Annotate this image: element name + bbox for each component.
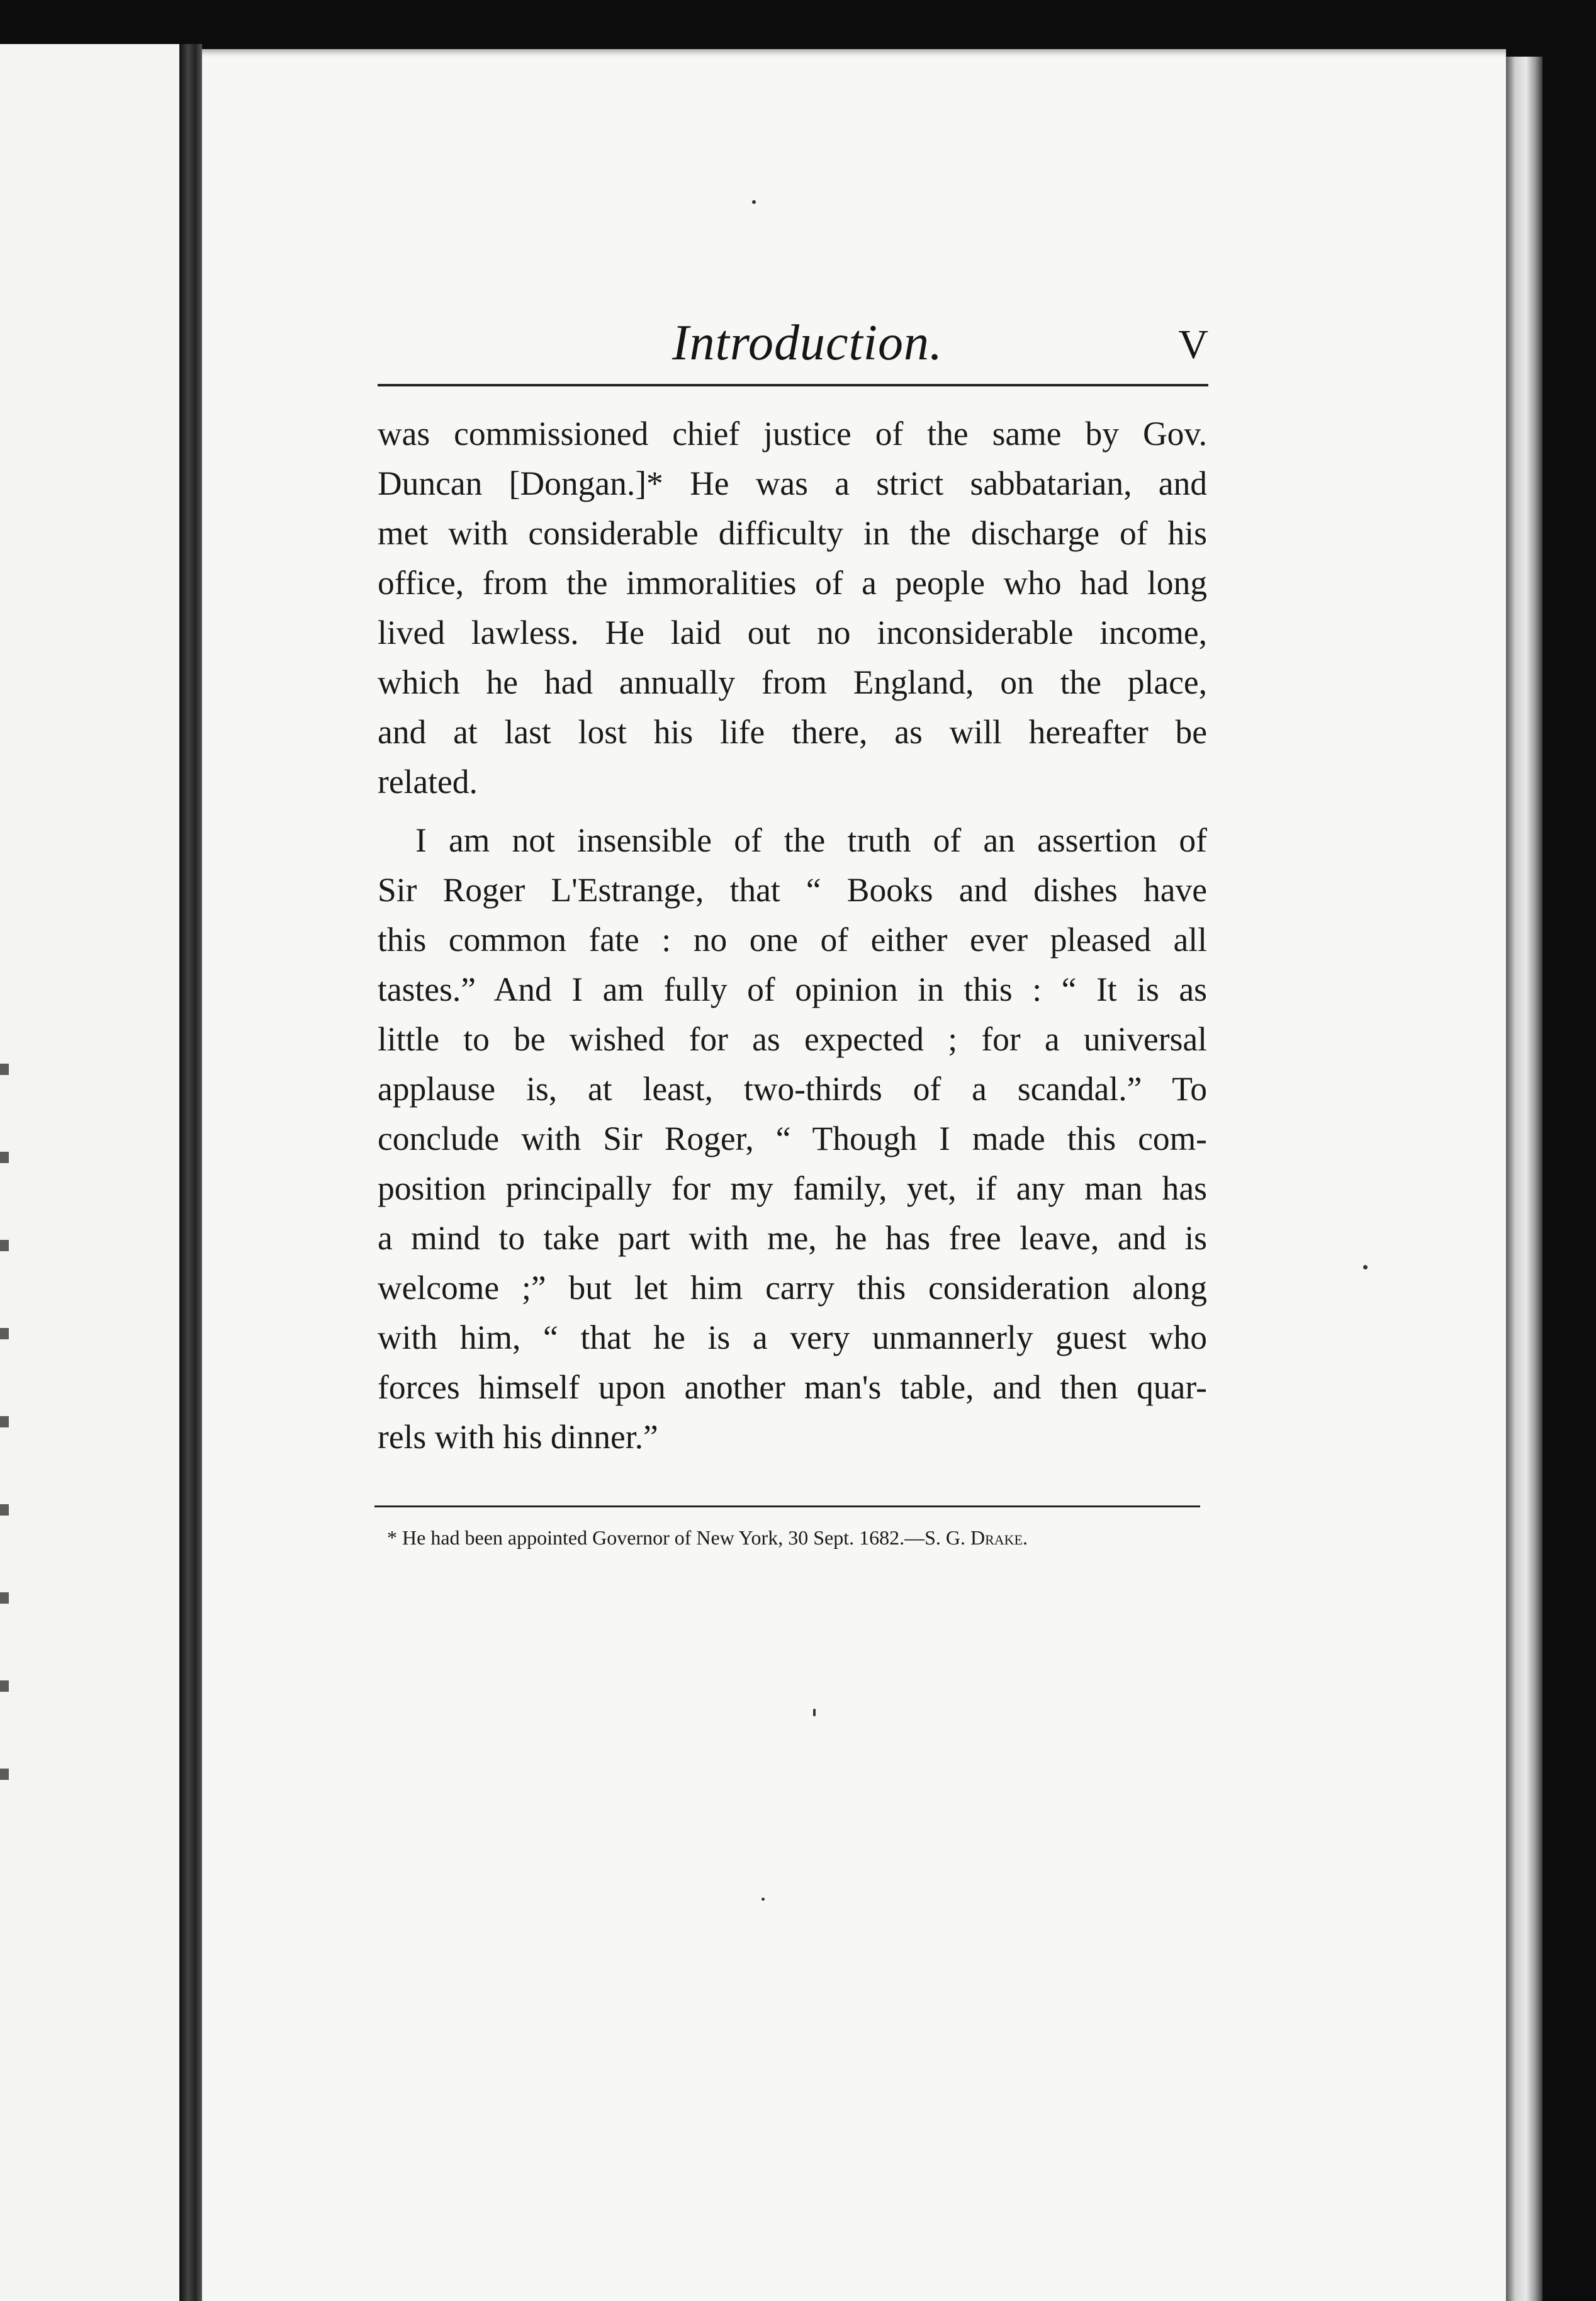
- text-line: with him, “ that he is a very unmannerly guest who: [378, 1319, 1207, 1356]
- text-line: forces himself upon another man's table, and then quar-: [378, 1368, 1207, 1406]
- scan-speck: [813, 1709, 816, 1716]
- text-line: rels with his dinner.”: [378, 1418, 658, 1456]
- text-line: office, from the immoralities of a people who had long: [378, 564, 1207, 602]
- text-line: tastes.” And I am fully of opinion in this : “ It is as: [378, 970, 1207, 1008]
- text-line: position principally for my family, yet, if any man has: [378, 1169, 1207, 1207]
- footnote-author: Drake.: [970, 1526, 1028, 1549]
- text-line: little to be wished for as expected ; for a universal: [378, 1020, 1207, 1058]
- text-line: a mind to take part with me, he has free leave, and is: [378, 1219, 1207, 1257]
- page-number: V: [1178, 322, 1208, 368]
- text-line: Sir Roger L'Estrange, that “ Books and dishes have: [378, 871, 1207, 909]
- body-text: [378, 409, 1207, 1462]
- scan-speck: [1363, 1265, 1368, 1269]
- text-line: lived lawless. He laid out no inconsiderable income,: [378, 614, 1207, 651]
- book-gutter: [179, 44, 202, 2301]
- running-head: [378, 315, 1208, 386]
- text-line: was commissioned chief justice of the same by Gov.: [378, 415, 1207, 453]
- scan-speck: [752, 200, 756, 204]
- running-title: Introduction.: [672, 315, 943, 371]
- text-line: this common fate : no one of either ever pleased all: [378, 921, 1207, 959]
- scan-background: [1543, 0, 1596, 2301]
- text-line: welcome ;” but let him carry this consideration along: [378, 1269, 1207, 1307]
- footnote-rule: [374, 1505, 1200, 1507]
- footnote: [387, 1526, 1028, 1550]
- paragraph: [378, 816, 1207, 1462]
- text-line: applause is, at least, two-thirds of a scandal.” To: [378, 1070, 1207, 1108]
- text-line: I am not insensible of the truth of an assertion of: [415, 821, 1207, 859]
- text-line: met with considerable difficulty in the discharge of his: [378, 514, 1207, 552]
- text-line: conclude with Sir Roger, “ Though I made this com-: [378, 1120, 1207, 1157]
- text-line: and at last lost his life there, as will hereafter be: [378, 713, 1207, 751]
- facing-page-text-fragments: [0, 1026, 9, 1844]
- footnote-text: * He had been appointed Governor of New York, 30 Sept. 1682.—S. G.: [387, 1526, 965, 1549]
- text-line: related.: [378, 763, 478, 801]
- paragraph: [378, 409, 1207, 807]
- facing-page-edge: [0, 44, 179, 2301]
- page-fore-edge: [1506, 57, 1543, 2301]
- text-line: which he had annually from England, on the place,: [378, 663, 1207, 701]
- text-line: Duncan [Dongan.]* He was a strict sabbatarian, and: [378, 464, 1207, 502]
- scan-speck: [761, 1898, 765, 1901]
